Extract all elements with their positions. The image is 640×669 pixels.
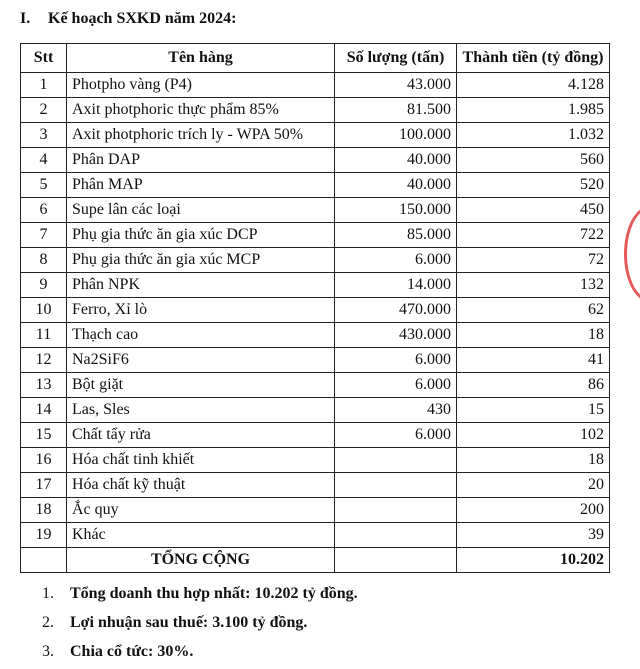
row-product-name: Na2SiF6 (67, 348, 335, 373)
row-stt: 14 (21, 398, 67, 423)
row-stt: 7 (21, 223, 67, 248)
row-value: 39 (457, 523, 610, 548)
row-quantity: 40.000 (335, 173, 457, 198)
total-label: TỔNG CỘNG (67, 548, 335, 573)
table-row (21, 273, 610, 298)
row-stt: 4 (21, 148, 67, 173)
row-value: 1.032 (457, 123, 610, 148)
table-row (21, 198, 610, 223)
row-quantity: 85.000 (335, 223, 457, 248)
row-quantity: 100.000 (335, 123, 457, 148)
row-product-name: Phụ gia thức ăn gia xúc MCP (67, 248, 335, 273)
row-value: 72 (457, 248, 610, 273)
row-quantity: 430 (335, 398, 457, 423)
row-stt: 9 (21, 273, 67, 298)
row-value: 722 (457, 223, 610, 248)
row-value: 18 (457, 448, 610, 473)
row-stt: 2 (21, 98, 67, 123)
row-quantity: 430.000 (335, 323, 457, 348)
header-quantity: Số lượng (tấn) (335, 44, 457, 73)
row-quantity: 6.000 (335, 373, 457, 398)
row-stt: 16 (21, 448, 67, 473)
table-row (21, 323, 610, 348)
row-stt: 15 (21, 423, 67, 448)
table-header-row (21, 44, 610, 73)
note-text: Tổng doanh thu hợp nhất: 10.202 tỷ đồng. (70, 585, 358, 602)
row-value: 41 (457, 348, 610, 373)
row-quantity: 6.000 (335, 348, 457, 373)
table-row (21, 348, 610, 373)
table-row (21, 123, 610, 148)
row-value: 62 (457, 298, 610, 323)
row-quantity (335, 498, 457, 523)
row-value: 560 (457, 148, 610, 173)
row-value: 18 (457, 323, 610, 348)
row-product-name: Hóa chất kỹ thuật (67, 473, 335, 498)
row-stt: 6 (21, 198, 67, 223)
table-row (21, 223, 610, 248)
table-row (21, 473, 610, 498)
table-row (21, 73, 610, 98)
production-plan-table (20, 43, 610, 573)
row-product-name: Photpho vàng (P4) (67, 73, 335, 98)
row-stt: 17 (21, 473, 67, 498)
row-product-name: Phân NPK (67, 273, 335, 298)
note-text: Chia cổ tức: 30%. (70, 643, 194, 660)
note-text: Lợi nhuận sau thuế: 3.100 tỷ đồng. (70, 614, 308, 631)
row-stt: 10 (21, 298, 67, 323)
header-product-name: Tên hàng (67, 44, 335, 73)
table-row (21, 523, 610, 548)
row-product-name: Axit photphoric thực phẩm 85% (67, 98, 335, 123)
total-row (21, 548, 610, 573)
row-value: 450 (457, 198, 610, 223)
row-quantity: 6.000 (335, 423, 457, 448)
row-product-name: Khác (67, 523, 335, 548)
red-seal-stamp (624, 206, 640, 302)
note-item (20, 611, 358, 640)
row-value: 15 (457, 398, 610, 423)
row-quantity: 81.500 (335, 98, 457, 123)
table-row (21, 148, 610, 173)
row-quantity: 6.000 (335, 248, 457, 273)
row-stt: 8 (21, 248, 67, 273)
table-row (21, 173, 610, 198)
row-quantity: 150.000 (335, 198, 457, 223)
total-value: 10.202 (457, 548, 610, 573)
row-product-name: Bột giặt (67, 373, 335, 398)
row-value: 86 (457, 373, 610, 398)
row-quantity: 14.000 (335, 273, 457, 298)
row-product-name: Phân MAP (67, 173, 335, 198)
row-product-name: Phụ gia thức ăn gia xúc DCP (67, 223, 335, 248)
row-stt: 12 (21, 348, 67, 373)
row-product-name: Chất tẩy rửa (67, 423, 335, 448)
row-quantity (335, 473, 457, 498)
row-value: 4.128 (457, 73, 610, 98)
row-stt: 18 (21, 498, 67, 523)
row-product-name: Ắc quy (67, 498, 335, 523)
section-number: I. (20, 10, 31, 27)
row-product-name: Ferro, Xỉ lò (67, 298, 335, 323)
row-stt: 5 (21, 173, 67, 198)
section-heading (20, 10, 236, 28)
row-stt: 19 (21, 523, 67, 548)
row-value: 102 (457, 423, 610, 448)
row-value: 520 (457, 173, 610, 198)
table-row (21, 498, 610, 523)
row-product-name: Axit photphoric trích ly - WPA 50% (67, 123, 335, 148)
note-index: 1. (42, 585, 54, 602)
row-product-name: Thạch cao (67, 323, 335, 348)
note-item (20, 582, 358, 611)
row-stt: 13 (21, 373, 67, 398)
row-product-name: Las, Sles (67, 398, 335, 423)
row-value: 1.985 (457, 98, 610, 123)
row-quantity: 470.000 (335, 298, 457, 323)
row-value: 132 (457, 273, 610, 298)
row-product-name: Phân DAP (67, 148, 335, 173)
row-quantity: 40.000 (335, 148, 457, 173)
table-row (21, 248, 610, 273)
row-value: 20 (457, 473, 610, 498)
note-index: 3. (42, 643, 54, 660)
row-value: 200 (457, 498, 610, 523)
table-row (21, 398, 610, 423)
header-value: Thành tiền (tỷ đồng) (457, 44, 610, 73)
header-stt: Stt (21, 44, 67, 73)
row-product-name: Supe lân các loại (67, 198, 335, 223)
row-quantity (335, 523, 457, 548)
row-quantity: 43.000 (335, 73, 457, 98)
table-row (21, 448, 610, 473)
section-title: Kế hoạch SXKD năm 2024: (48, 10, 237, 27)
row-stt: 11 (21, 323, 67, 348)
row-product-name: Hóa chất tinh khiết (67, 448, 335, 473)
row-stt: 1 (21, 73, 67, 98)
notes-list (20, 582, 358, 669)
row-stt: 3 (21, 123, 67, 148)
table-row (21, 298, 610, 323)
row-quantity (335, 448, 457, 473)
table-row (21, 423, 610, 448)
table-row (21, 373, 610, 398)
note-index: 2. (42, 614, 54, 631)
table-row (21, 98, 610, 123)
